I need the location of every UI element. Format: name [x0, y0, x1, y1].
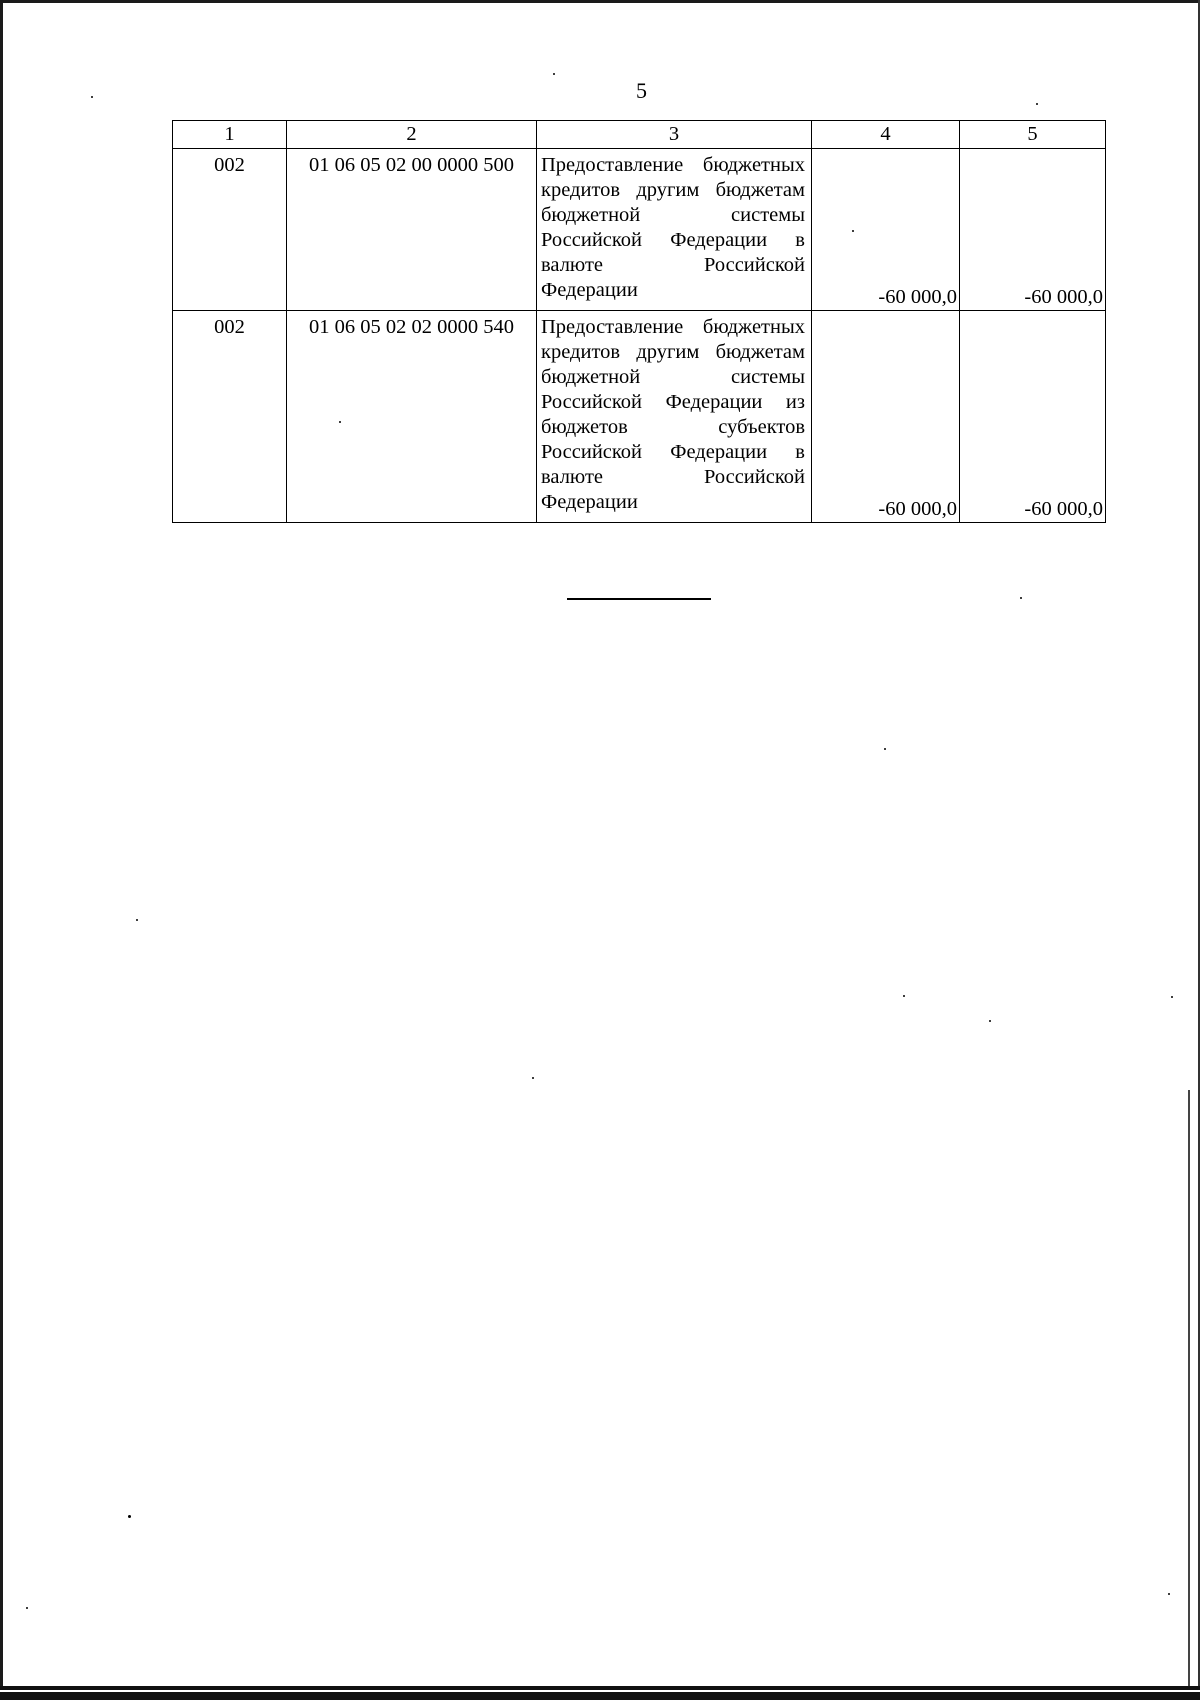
scan-speck	[91, 96, 93, 98]
header-row	[173, 121, 1106, 149]
scan-speck	[26, 1607, 28, 1609]
admin-code-cell: 002	[173, 149, 287, 311]
scan-speck	[1020, 597, 1022, 599]
description-cell: Предоставление бюджетных кредитов другим бюджетам бюджетной системы Российской Федерации в валюте Российской Федерации	[537, 149, 812, 311]
amount-cell-5: -60 000,0	[960, 311, 1106, 523]
scan-speck	[989, 1020, 991, 1022]
scan-edge-left	[0, 0, 3, 1700]
table-body	[173, 149, 1106, 523]
scan-edge-right-inner	[1188, 1090, 1190, 1690]
scan-edge-top	[0, 0, 1200, 3]
admin-code-cell: 002	[173, 311, 287, 523]
scan-speck	[852, 230, 854, 232]
header-cell-2: 2	[287, 121, 537, 149]
header-cell-3: 3	[537, 121, 812, 149]
budget-code-cell: 01 06 05 02 02 0000 540	[287, 311, 537, 523]
header-cell-1: 1	[173, 121, 287, 149]
description-cell: Предоставление бюджетных кредитов другим бюджетам бюджетной системы Российской Федерации из бюджетов субъектов Российской Федерации в валюте Российской Федерации	[537, 311, 812, 523]
amount-cell-4: -60 000,0	[812, 149, 960, 311]
scan-speck	[884, 748, 886, 750]
end-separator-line	[567, 598, 711, 600]
scan-speck	[1036, 103, 1038, 105]
header-cell-5: 5	[960, 121, 1106, 149]
scan-edge-bottom	[0, 1686, 1200, 1700]
table-header	[173, 121, 1106, 149]
budget-code-cell: 01 06 05 02 00 0000 500	[287, 149, 537, 311]
scan-speck	[553, 73, 555, 75]
table-row	[173, 311, 1106, 523]
amount-cell-4: -60 000,0	[812, 311, 960, 523]
amount-cell-5: -60 000,0	[960, 149, 1106, 311]
scan-speck	[128, 1515, 131, 1518]
page-number: 5	[636, 78, 647, 103]
scan-speck	[903, 995, 905, 997]
scan-speck	[136, 919, 138, 921]
scan-speck	[532, 1077, 534, 1079]
budget-table	[172, 120, 1106, 523]
scan-speck	[1168, 1593, 1170, 1595]
header-cell-4: 4	[812, 121, 960, 149]
table-row	[173, 149, 1106, 311]
scan-speck	[1171, 996, 1173, 998]
scan-edge-bottom-gap	[0, 1690, 1200, 1692]
scan-speck	[339, 421, 341, 423]
